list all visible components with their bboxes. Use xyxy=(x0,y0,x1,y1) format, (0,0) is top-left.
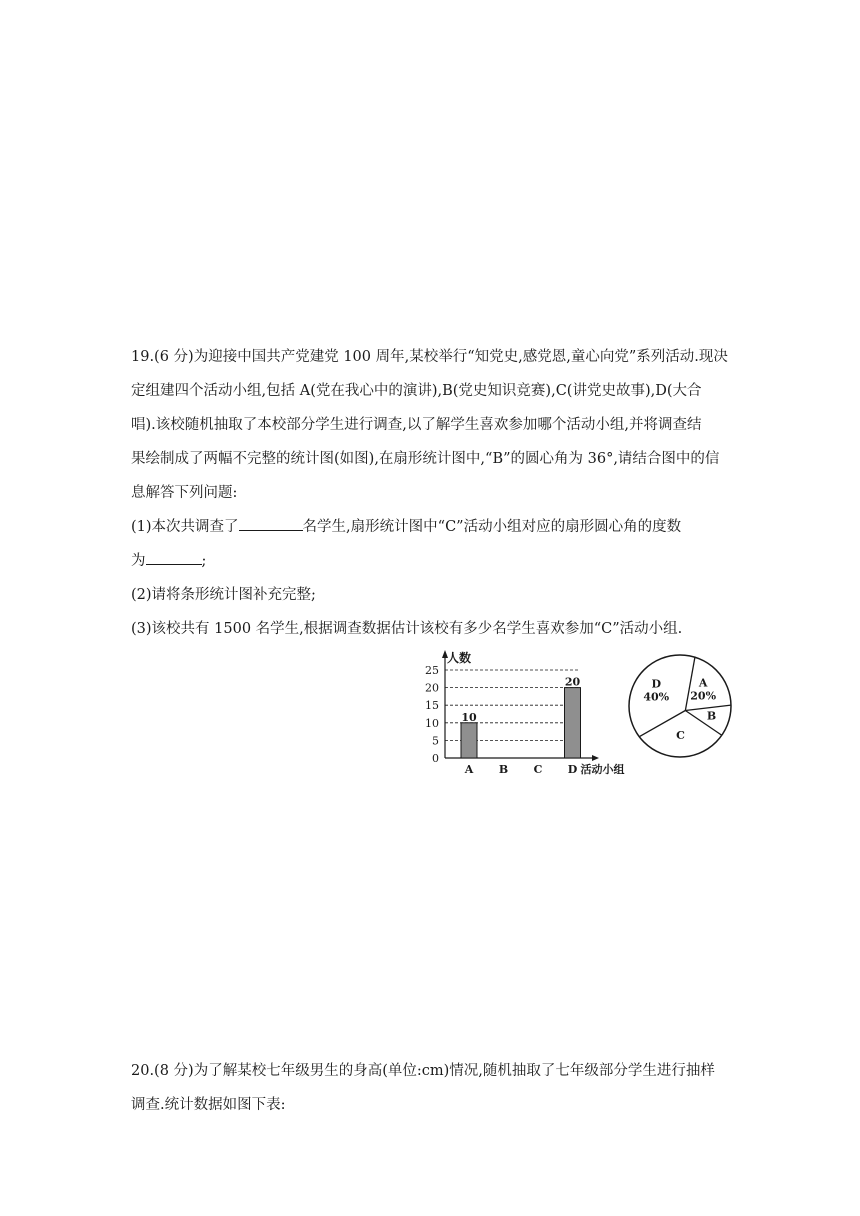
x-tick-label: B xyxy=(498,763,509,776)
q19-intro-line: 果绘制成了两幅不完整的统计图(如图),在扇形统计图中,“B”的圆心角为 36°,请结合图中的信 xyxy=(131,451,720,467)
y-tick-label: 20 xyxy=(425,681,439,695)
bar-data-label: 20 xyxy=(564,675,581,689)
x-tick-label: C xyxy=(533,763,543,776)
pie-chart xyxy=(624,650,736,762)
q19-intro-line: 定组建四个活动小组,包括 A(党在我心中的演讲),B(党史知识竞赛),C(讲党史故事),D(大合 xyxy=(131,383,702,399)
q19-part3: (3)该校共有 1500 名学生,根据调查数据估计该校有多少名学生喜欢参加“C”活动小组. xyxy=(131,621,683,637)
pie-slice-percent: 20% xyxy=(690,689,717,703)
question-20 xyxy=(131,1054,731,1122)
y-axis-title: 人数 xyxy=(447,651,472,665)
y-tick-label: 15 xyxy=(425,699,439,713)
x-tick-label: A xyxy=(464,763,474,776)
q19-part1-text-a: (1)本次共调查了 xyxy=(131,519,239,535)
pie-slice-label-D: D xyxy=(651,677,662,691)
q19-part2: (2)请将条形统计图补充完整; xyxy=(131,587,316,603)
x-axis-arrow xyxy=(592,755,599,761)
q19-part1-text-c: 为 xyxy=(131,553,146,569)
q19-part1-text-d: ; xyxy=(201,553,207,569)
pie-slice-label-A: A xyxy=(698,676,708,690)
y-tick-label: 5 xyxy=(432,734,439,748)
pie-slice-label-C: C xyxy=(676,728,685,742)
q20-line: 20.(8 分)为了解某校七年级男生的身高(单位:cm)情况,随机抽取了七年级部分学生进行抽样 xyxy=(131,1063,715,1079)
bar-chart xyxy=(418,648,625,778)
q19-part1-line1 xyxy=(131,510,731,544)
q19-part1-text-b: 名学生,扇形统计图中“C”活动小组对应的扇形圆心角的度数 xyxy=(302,519,682,535)
answer-blank-angle[interactable] xyxy=(146,548,202,565)
pie-slice-percent: 40% xyxy=(643,690,670,704)
pie-slice-label-B: B xyxy=(706,709,717,723)
answer-blank-count[interactable] xyxy=(239,514,303,531)
x-axis-title: 活动小组 xyxy=(580,763,625,776)
q19-intro-line: 息解答下列问题: xyxy=(131,485,238,501)
q19-part1-line2 xyxy=(131,544,731,578)
bar-data-label: 10 xyxy=(461,710,477,724)
q19-intro-line: 唱).该校随机抽取了本校部分学生进行调查,以了解学生喜欢参加哪个活动小组,并将调查结 xyxy=(131,417,702,433)
q19-intro-line: 19.(6 分)为迎接中国共产党建党 100 周年,某校举行“知党史,感党恩,童心向党”系列活动.现决 xyxy=(131,349,728,365)
bar-A xyxy=(461,723,477,758)
y-tick-label: 25 xyxy=(425,664,439,677)
question-19 xyxy=(131,340,731,646)
y-tick-label: 0 xyxy=(432,752,439,765)
bar-D xyxy=(565,688,581,758)
q20-line: 调查.统计数据如图下表: xyxy=(131,1097,286,1113)
y-tick-label: 10 xyxy=(425,716,439,730)
x-tick-label: D xyxy=(567,763,578,776)
